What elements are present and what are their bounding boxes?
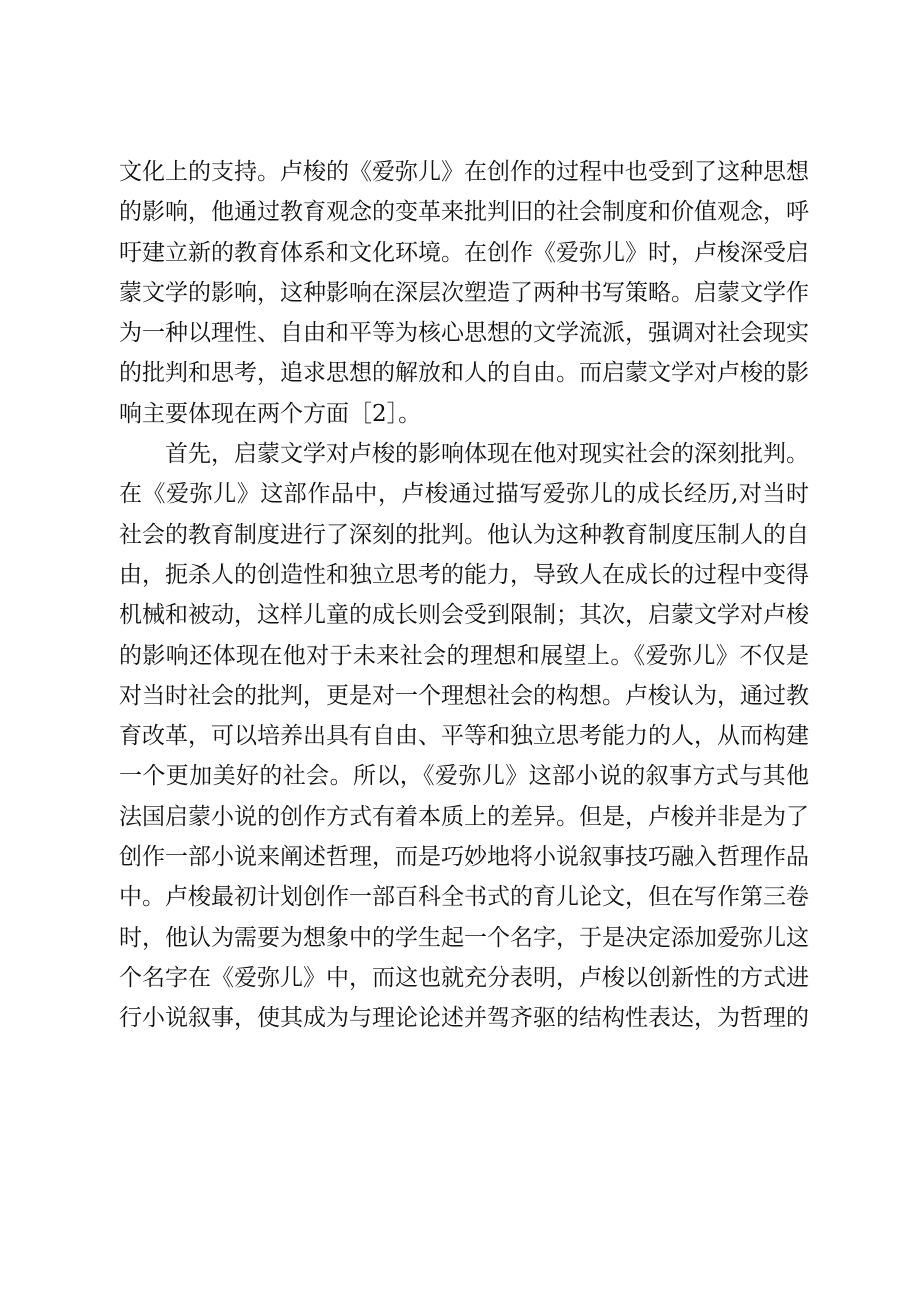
text-line: 吁建立新的教育体系和文化环境。在创作《爱弥儿》时，卢梭深受启 xyxy=(119,239,809,266)
text-line: 为一种以理性、自由和平等为核心思想的文学流派，强调对社会现实 xyxy=(119,320,809,347)
text-line: 的批判和思考，追求思想的解放和人的自由。而启蒙文学对卢梭的影 xyxy=(119,360,809,387)
text-line: 蒙文学的影响，这种影响在深层次塑造了两种书写策略。启蒙文学作 xyxy=(119,279,809,306)
text-line: 法国启蒙小说的创作方式有着本质上的差异。但是，卢梭并非是为了 xyxy=(119,803,809,830)
text-line: 个名字在《爱弥儿》中，而这也就充分表明，卢梭以创新性的方式进 xyxy=(119,964,809,991)
text-line: 时，他认为需要为想象中的学生起一个名字，于是决定添加爱弥儿这 xyxy=(119,924,809,951)
text-line: 对当时社会的批判，更是对一个理想社会的构想。卢梭认为，通过教 xyxy=(119,682,809,709)
text-line: 机械和被动，这样儿童的成长则会受到限制；其次，启蒙文学对卢梭 xyxy=(119,602,809,629)
text-line: 创作一部小说来阐述哲理，而是巧妙地将小说叙事技巧融入哲理作品 xyxy=(119,844,809,871)
text-line: 的影响，他通过教育观念的变革来批判旧的社会制度和价值观念，呼 xyxy=(119,199,809,226)
text-line: 在《爱弥儿》这部作品中，卢梭通过描写爱弥儿的成长经历,对当时 xyxy=(119,481,809,508)
text-line: 一个更加美好的社会。所以，《爱弥儿》这部小说的叙事方式与其他 xyxy=(119,763,809,790)
text-line-paragraph-end: 响主要体现在两个方面［2］。 xyxy=(119,400,422,427)
text-line: 社会的教育制度进行了深刻的批判。他认为这种教育制度压制人的自 xyxy=(119,521,809,548)
text-line: 行小说叙事，使其成为与理论论述并驾齐驱的结构性表达，为哲理的 xyxy=(119,1005,809,1032)
text-line: 由，扼杀人的创造性和独立思考的能力，导致人在成长的过程中变得 xyxy=(119,561,809,588)
text-line: 的影响还体现在他对于未来社会的理想和展望上。《爱弥儿》不仅是 xyxy=(119,642,809,669)
text-line-paragraph-start: 首先，启蒙文学对卢梭的影响体现在他对现实社会的深刻批判。 xyxy=(119,441,809,468)
text-line: 文化上的支持。卢梭的《爱弥儿》在创作的过程中也受到了这种思想 xyxy=(119,159,809,185)
body-text xyxy=(119,152,809,1039)
text-line: 中。卢梭最初计划创作一部百科全书式的育儿论文，但在写作第三卷 xyxy=(119,884,809,911)
text-line: 育改革，可以培养出具有自由、平等和独立思考能力的人，从而构建 xyxy=(119,723,809,750)
